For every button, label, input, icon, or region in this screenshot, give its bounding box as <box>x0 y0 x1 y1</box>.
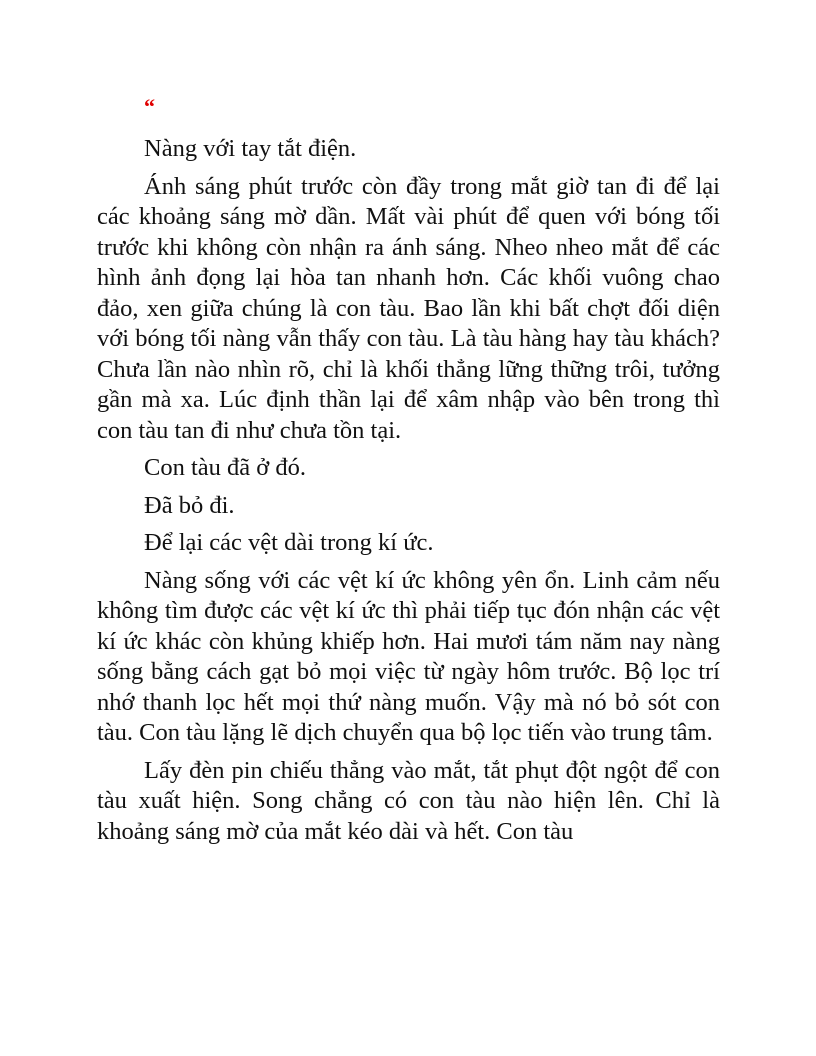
opening-quote-mark: “ <box>144 94 155 119</box>
paragraph-1: Nàng với tay tắt điện. <box>144 135 357 162</box>
document-page <box>97 92 720 854</box>
paragraph-3: Con tàu đã ở đó. <box>144 454 306 481</box>
paragraph-7: Lấy đèn pin chiếu thẳng vào mắt, tắt phụt đột ngột để con tàu xuất hiện. Song chẳng có con tàu nào hiện lên. Chỉ là khoảng sáng mờ của mắt kéo dài và hết. Con tàu <box>97 756 720 845</box>
paragraph-5: Để lại các vệt dài trong kí ức. <box>144 529 434 556</box>
paragraph-4: Đã bỏ đi. <box>144 491 235 519</box>
paragraph-6: Nàng sống với các vệt kí ức không yên ổn. Linh cảm nếu không tìm được các vệt kí ức thì phải tiếp tục đón nhận các vệt kí ức khác còn khủng khiếp hơn. Hai mươi tám năm nay nàng sống bằng cách gạt bỏ mọi việc từ ngày hôm trước. Bộ lọc trí nhớ thanh lọc hết mọi thứ nàng muốn. Vậy mà nó bỏ sót con tàu. Con tàu lặng lẽ dịch chuyển qua bộ lọc tiến vào trung tâm. <box>97 566 720 746</box>
paragraph-2: Ánh sáng phút trước còn đầy trong mắt giờ tan đi để lại các khoảng sáng mờ dần. Mất vài phút để quen với bóng tối trước khi không còn nhận ra ánh sáng. Nheo nheo mắt để các hình ảnh đọng lại hòa tan nhanh hơn. Các khối vuông chao đảo, xen giữa chúng là con tàu. Bao lần khi bất chợt đối diện với bóng tối nàng vẫn thấy con tàu. Là tàu hàng hay tàu khách? Chưa lần nào nhìn rõ, chỉ là khối thẳng lững thững trôi, tưởng gần mà xa. Lúc định thần lại để xâm nhập vào bên trong thì con tàu tan đi như chưa tồn tại. <box>97 172 720 444</box>
